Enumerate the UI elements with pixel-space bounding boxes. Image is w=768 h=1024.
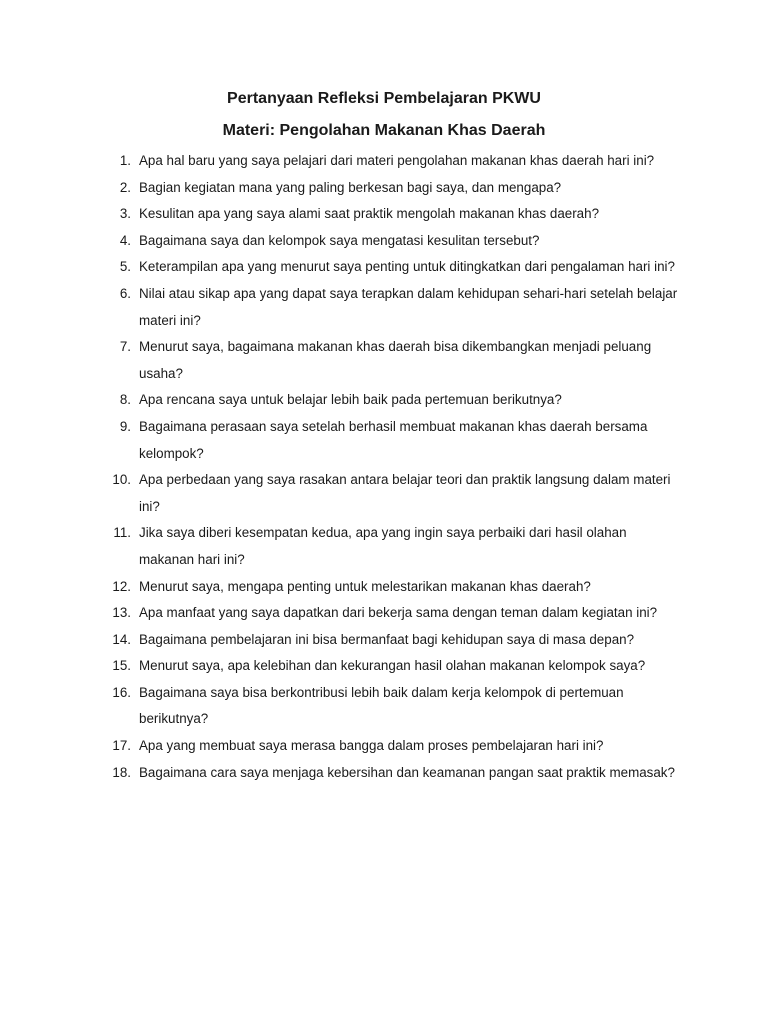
question-text: Menurut saya, bagaimana makanan khas daerah bisa dikembangkan menjadi peluang usaha? — [139, 339, 652, 381]
question-text: Bagaimana perasaan saya setelah berhasil membuat makanan khas daerah bersama kelompok? — [139, 418, 648, 461]
question-number: 13. — [112, 605, 131, 621]
question-text: Bagian kegiatan mana yang paling berkesan bagi saya, dan mengapa? — [139, 179, 562, 195]
question-list — [0, 148, 768, 786]
question-text: Menurut saya, apa kelebihan dan kekurangan hasil olahan makanan kelompok saya? — [139, 658, 646, 674]
question-text: Kesulitan apa yang saya alami saat praktik mengolah makanan khas daerah? — [139, 206, 600, 222]
question-number: 14. — [112, 631, 131, 647]
question-number: 4. — [119, 232, 131, 248]
question-number: 2. — [119, 179, 131, 195]
question-text: Apa rencana saya untuk belajar lebih baik pada pertemuan berikutnya? — [139, 392, 562, 408]
question-item — [0, 627, 679, 654]
question-text: Apa manfaat yang saya dapatkan dari bekerja sama dengan teman dalam kegiatan ini? — [139, 605, 658, 621]
document-title: Pertanyaan Refleksi Pembelajaran PKWU — [227, 90, 541, 107]
question-number: 8. — [119, 392, 131, 408]
question-item — [0, 228, 679, 255]
question-text: Bagaimana saya bisa berkontribusi lebih baik dalam kerja kelompok di pertemuan berikutnya? — [139, 684, 624, 727]
question-text: Jika saya diberi kesempatan kedua, apa yang ingin saya perbaiki dari hasil olahan makanan hari ini? — [139, 525, 627, 567]
question-number: 1. — [119, 153, 131, 168]
question-number: 12. — [112, 578, 131, 594]
question-item — [0, 414, 679, 467]
question-item — [0, 680, 679, 733]
question-item — [0, 733, 679, 760]
question-item — [0, 201, 679, 228]
question-number: 3. — [119, 206, 131, 222]
question-item — [0, 520, 679, 573]
question-item — [0, 254, 679, 281]
question-item — [0, 334, 679, 387]
question-item — [0, 467, 679, 520]
question-item — [0, 281, 679, 334]
question-item — [0, 600, 679, 627]
question-text: Bagaimana pembelajaran ini bisa bermanfaat bagi kehidupan saya di masa depan? — [139, 631, 635, 647]
question-number: 18. — [112, 764, 131, 780]
question-item — [0, 148, 679, 175]
question-item — [0, 653, 679, 680]
question-text: Bagaimana cara saya menjaga kebersihan dan keamanan pangan saat praktik memasak? — [139, 764, 675, 780]
question-text: Keterampilan apa yang menurut saya penting untuk ditingkatkan dari pengalaman hari ini? — [139, 259, 675, 275]
question-item — [0, 175, 679, 202]
question-number: 6. — [119, 285, 131, 301]
question-number: 17. — [112, 738, 131, 754]
question-number: 16. — [112, 684, 131, 700]
question-item — [0, 574, 679, 601]
question-text: Menurut saya, mengapa penting untuk melestarikan makanan khas daerah? — [139, 578, 591, 594]
question-text: Apa hal baru yang saya pelajari dari materi pengolahan makanan khas daerah hari ini? — [139, 153, 655, 168]
question-text: Nilai atau sikap apa yang dapat saya terapkan dalam kehidupan sehari-hari setelah belajar materi ini? — [139, 285, 678, 328]
question-number: 5. — [119, 259, 131, 275]
question-number: 7. — [119, 339, 131, 355]
question-number: 11. — [113, 525, 131, 541]
document-subtitle: Materi: Pengolahan Makanan Khas Daerah — [222, 122, 546, 139]
question-number: 15. — [112, 658, 131, 674]
question-text: Apa perbedaan yang saya rasakan antara belajar teori dan praktik langsung dalam materi ini? — [139, 472, 671, 514]
question-text: Bagaimana saya dan kelompok saya mengatasi kesulitan tersebut? — [139, 232, 540, 248]
question-number: 9. — [119, 418, 131, 434]
question-number: 10. — [112, 472, 131, 488]
question-item — [0, 387, 679, 414]
question-item — [0, 760, 679, 787]
question-text: Apa yang membuat saya merasa bangga dalam proses pembelajaran hari ini? — [139, 738, 604, 754]
